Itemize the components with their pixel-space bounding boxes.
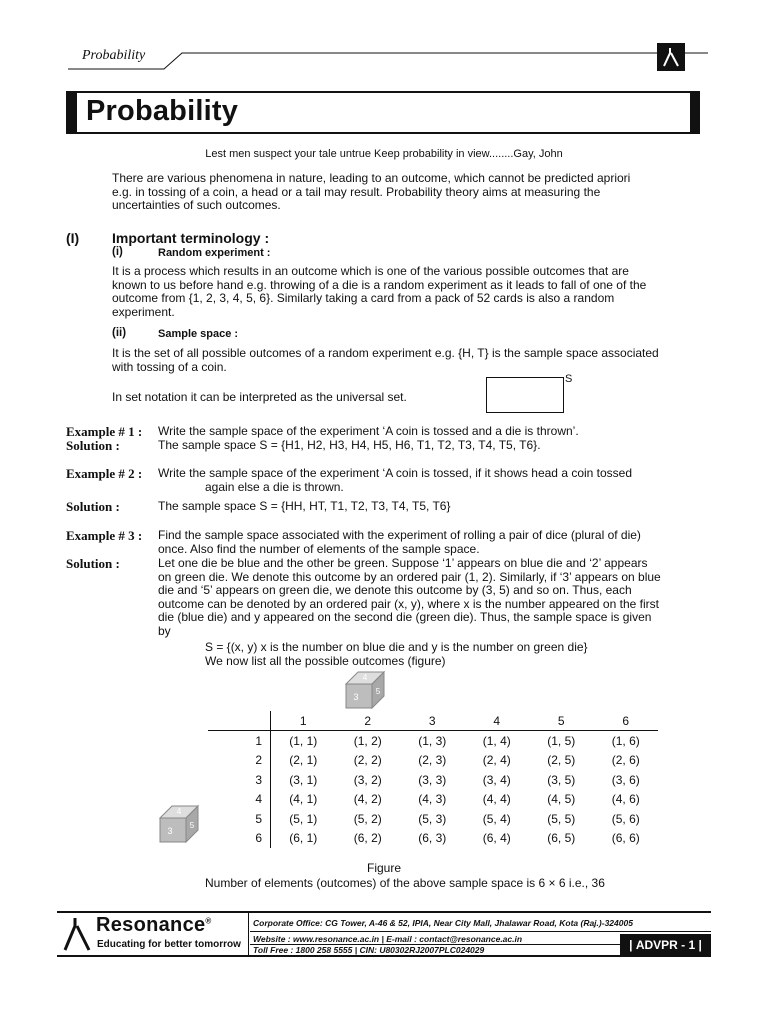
text-line: die and ‘5’ appears on green die, we denote this outcome by (3, 5) and so on. Thus, each (158, 583, 632, 597)
text-line: die (blue die) and y appeared on the second die (green die). Thus, the sample space is given (158, 610, 652, 624)
intro-paragraph (112, 172, 703, 213)
solution-text: The sample space S = {H1, H2, H3, H4, H5, H6, T1, T2, T3, T4, T5, T6}. (158, 438, 541, 452)
table-row (208, 770, 658, 789)
example-label: Example # 2 : (66, 466, 143, 481)
green-die-icon (158, 804, 202, 844)
text-line: experiment. (112, 304, 175, 319)
text-line: known to us before hand e.g. throwing of a die is a random experiment as it leads to fall of one of the (112, 277, 647, 292)
table-cell: (1, 3) (418, 734, 447, 749)
page-badge: | ADVPR - 1 | (620, 934, 711, 955)
list-intro: We now list all the possible outcomes (figure) (205, 654, 446, 668)
page-number: ADVPR - 1 (635, 937, 696, 952)
text-line: on green die. We denote this outcome by an ordered pair (1, 2). Similarly, if ‘3’ appears on blue (158, 569, 661, 584)
table-cell: (1, 2) (353, 734, 382, 749)
footer-office: Corporate Office: CG Tower, A-46 & 52, IPIA, Near City Mall, Jhalawar Road, Kota (Raj.)-324005 (253, 918, 633, 928)
section-number: (I) (66, 230, 80, 246)
solution-label: Solution : (66, 499, 120, 514)
table-cell: (5, 4) (482, 811, 511, 826)
row-header: 3 (208, 770, 271, 789)
footer-divider (248, 913, 249, 955)
subsection-heading: Sample space : (158, 328, 239, 340)
table-corner (208, 711, 271, 731)
table-cell: (5, 1) (289, 811, 318, 826)
example-text: Find the sample space associated with the experiment of rolling a pair of dice (plural of die) (158, 528, 641, 542)
outcomes-table (208, 711, 658, 848)
footer-rule-bottom (57, 955, 711, 957)
example-label: Example # 3 : (66, 528, 143, 543)
table-cell: (3, 3) (418, 772, 447, 787)
table-cell: (6, 4) (482, 831, 511, 846)
sample-space-text (112, 347, 703, 374)
text-line: outcome from {1, 2, 3, 4, 5, 6}. Similarly taking a card from a pack of 52 cards is also a random (112, 291, 615, 305)
brand-name: Resonance (96, 914, 206, 936)
registered-mark: ® (205, 916, 212, 926)
row-header: 1 (208, 731, 271, 751)
row-header: 4 (208, 790, 271, 809)
table-cell: (5, 5) (547, 811, 576, 826)
example-label: Example # 1 : (66, 424, 143, 439)
set-notation-line: In set notation it can be interpreted as the universal set. (112, 390, 407, 404)
section-heading: Important terminology : (112, 230, 270, 246)
table-cell: (2, 4) (482, 753, 511, 768)
intro-line: e.g. in tossing of a coin, a head or a tail may result. Probability theory aims at measuring the (112, 184, 601, 199)
footer-rule-top (57, 911, 711, 913)
column-header: 1 (271, 711, 336, 731)
table-cell: (1, 6) (611, 734, 640, 749)
solution-label: Solution : (66, 556, 120, 571)
die-face-front: 3 (353, 692, 359, 702)
table-cell: (3, 6) (611, 772, 640, 787)
universal-set-label: S (565, 373, 573, 385)
table-cell: (5, 6) (611, 811, 640, 826)
table-cell: (6, 1) (289, 831, 318, 846)
figure-caption: Figure (366, 861, 401, 875)
blue-die-icon (344, 670, 388, 710)
column-header: 6 (594, 711, 659, 731)
die-face-side: 5 (189, 821, 195, 830)
universal-set-box (486, 377, 564, 413)
solution-text: The sample space S = {HH, HT, T1, T2, T3, T4, T5, T6} (158, 499, 451, 513)
solution-paragraph (158, 557, 703, 638)
footer-line (250, 931, 711, 932)
elements-count-line: Number of elements (outcomes) of the above sample space is 6 × 6 i.e., 36 (205, 876, 605, 890)
text-line: Let one die be blue and the other be green. Suppose ‘1’ appears on blue die and ‘2’ appears (158, 556, 648, 570)
column-header: 3 (400, 711, 465, 731)
column-header: 5 (529, 711, 594, 731)
set-definition: S = {(x, y) x is the number on blue die and y is the number on green die} (205, 640, 588, 654)
die-face-top: 4 (176, 807, 182, 816)
running-header: Probability (82, 48, 146, 63)
subsection-heading: Random experiment : (158, 247, 271, 259)
table-cell: (5, 3) (418, 811, 447, 826)
row-header: 5 (208, 809, 271, 828)
epigraph: Lest men suspect your tale untrue Keep probability in view........Gay, John (205, 148, 563, 160)
table-cell: (3, 1) (289, 772, 318, 787)
resonance-logo-icon (657, 43, 685, 71)
table-row (208, 751, 658, 770)
title-bar-right (690, 91, 700, 134)
footer-brand (96, 914, 212, 937)
footer-tagline: Educating for better tomorrow (97, 939, 241, 950)
subsection-number: (i) (112, 246, 123, 258)
title-bar-left (66, 91, 77, 134)
page-title: Probability (86, 95, 239, 127)
text-line: by (158, 623, 171, 638)
table-row (208, 790, 658, 809)
table-cell: (1, 5) (547, 734, 576, 749)
table-row (208, 731, 658, 751)
random-experiment-text (112, 265, 703, 319)
text-line: It is the set of all possible outcomes of a random experiment e.g. {H, T} is the sample space associated (112, 346, 659, 360)
table-cell: (4, 1) (289, 792, 318, 807)
table-cell: (6, 5) (547, 831, 576, 846)
footer-web: Website : www.resonance.ac.in | E-mail : contact@resonance.ac.in (253, 934, 523, 944)
example-text: Write the sample space of the experiment ‘A coin is tossed, if it shows head a coin tossed (158, 466, 633, 480)
table-cell: (2, 3) (418, 753, 447, 768)
solution-label: Solution : (66, 438, 120, 453)
table-cell: (3, 2) (353, 772, 382, 787)
table-cell: (4, 3) (418, 792, 447, 807)
table-cell: (6, 6) (611, 831, 640, 846)
die-face-front: 3 (167, 826, 173, 836)
resonance-logo-icon (62, 916, 92, 952)
table-cell: (2, 5) (547, 753, 576, 768)
die-face-side: 5 (375, 687, 381, 696)
column-header: 2 (336, 711, 401, 731)
table-cell: (3, 4) (482, 772, 511, 787)
table-row (208, 809, 658, 828)
table-cell: (3, 5) (547, 772, 576, 787)
row-header: 2 (208, 751, 271, 770)
subsection-number: (ii) (112, 327, 127, 339)
die-face-top: 4 (362, 673, 368, 682)
table-cell: (4, 5) (547, 792, 576, 807)
table-cell: (1, 1) (289, 734, 318, 749)
intro-line: uncertainties of such outcomes. (112, 198, 281, 212)
text-line: outcome can be denoted by an ordered pair (x, y), where x is the number appeared on the first (158, 596, 659, 611)
table-cell: (4, 4) (482, 792, 511, 807)
example-text: again else a die is thrown. (205, 480, 344, 494)
table-row (208, 828, 658, 847)
text-line: It is a process which results in an outcome which is one of the various possible outcomes that are (112, 264, 629, 278)
table-cell: (1, 4) (482, 734, 511, 749)
table-cell: (2, 2) (353, 753, 382, 768)
table-cell: (4, 2) (353, 792, 382, 807)
table-cell: (5, 2) (353, 811, 382, 826)
text-line: with tossing of a coin. (112, 359, 227, 374)
table-cell: (6, 2) (353, 831, 382, 846)
example-text: once. Also find the number of elements of the sample space. (158, 542, 480, 556)
table-cell: (2, 1) (289, 753, 318, 768)
table-cell: (6, 3) (418, 831, 447, 846)
intro-line: There are various phenomena in nature, leading to an outcome, which cannot be predicted apriori (112, 171, 631, 185)
table-cell: (2, 6) (611, 753, 640, 768)
table-header-row (208, 711, 658, 731)
column-header: 4 (465, 711, 530, 731)
row-header: 6 (208, 828, 271, 847)
table-cell: (4, 6) (611, 792, 640, 807)
example-text: Write the sample space of the experiment ‘A coin is tossed and a die is thrown’. (158, 424, 579, 438)
footer-toll: Toll Free : 1800 258 5555 | CIN: U80302RJ2007PLC024029 (253, 945, 485, 955)
